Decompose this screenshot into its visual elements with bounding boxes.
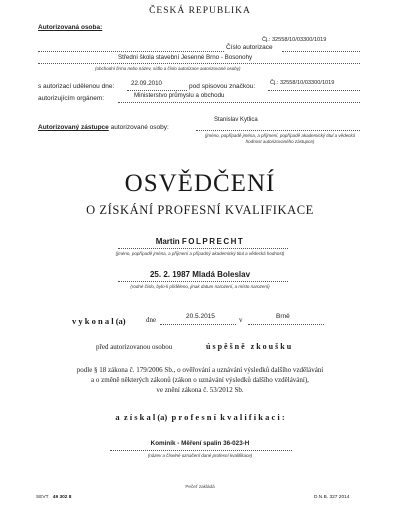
law-text-line-2: a o změně některých zákonů (zákon o uznávání výsledků dalšího vzdělávání),	[91, 376, 309, 384]
footer-right-code: D.N.B. 327 2014	[314, 495, 350, 500]
holder-name-note: (jméno, popřípadě jména, a příjmení a případný akademický titul a vědecká hodnost)	[115, 251, 285, 256]
authority-line	[118, 102, 360, 103]
date-granted-value: 22.09.2010	[131, 80, 162, 87]
name-line	[38, 63, 360, 64]
footer-left-code	[36, 495, 71, 500]
exam-v-label: v	[239, 316, 243, 324]
cj-number-2: Čj.: 32558/10/03300/1019	[270, 80, 335, 86]
exam-performed-label: v y k o n a l (a)	[72, 316, 126, 326]
representative-label-rest: autorizované osoby:	[110, 124, 169, 131]
holder-name	[0, 237, 400, 246]
authorized-person-note: (obchodní firma nebo název, sídlo a číslo autorizace autorizované osoby)	[95, 66, 241, 71]
law-text-line-1: podle § 18 zákona č. 179/2006 Sb., o ověřování a uznávání výsledků dalšího vzdělávání	[76, 366, 324, 374]
footer-form-number: 49 302 8	[52, 495, 72, 500]
holder-birth: 25. 2. 1987 Mladá Boleslav	[149, 270, 251, 279]
obtained-qualification-heading: a z í s k a l (a) p r o f e s n í k v a l i f i k a c i :	[115, 412, 285, 422]
holder-last-name: FOLPRECHT	[181, 237, 245, 246]
exam-before-label: před autorizovanou osobou	[96, 343, 173, 351]
date-line	[127, 90, 187, 91]
footer-sevt: SEVT	[36, 495, 49, 500]
exam-place: Brně	[276, 313, 290, 320]
exam-place-line	[248, 324, 324, 325]
holder-birth-line	[118, 281, 288, 282]
country-header: ČESKÁ REPUBLIKA	[149, 6, 251, 16]
qualification-note: (název a číselné označení dané profesní kvalifikace)	[147, 453, 253, 458]
cj-number-1: Čj.: 32558/10/03300/1019	[262, 37, 327, 43]
qualification-line	[110, 450, 292, 451]
spis-line	[268, 90, 360, 91]
representative-label-bold: Autorizovaný zástupce	[38, 124, 109, 131]
exam-result: ú s p ě š n ě z k o u š k u	[206, 342, 292, 351]
exam-dne-label: dne	[146, 316, 157, 324]
exam-date-line	[160, 324, 236, 325]
qualification-value: Kominík - Měření spalin 36-023-H	[150, 440, 250, 447]
holder-first-name: Martin	[155, 237, 180, 246]
representative-name: Stanislav Kytlica	[214, 117, 258, 123]
authority-label: autorizujícím orgánem:	[38, 95, 105, 102]
certificate-title: OSVĚDČENÍ	[124, 170, 276, 197]
cislo-line	[38, 51, 224, 52]
date-granted-label: s autorizací udělenou dne:	[38, 83, 115, 90]
authorized-person-name: Střední škola stavební Jesenné Brno - Bosonohy	[118, 54, 253, 61]
authority-value: Ministerstvo průmyslu a obchodu	[134, 92, 225, 99]
law-text-line-3: ve znění zákona č. 53/2012 Sb.	[156, 386, 244, 394]
holder-birth-note: (rodné číslo, bylo-li přiděleno, jinak datum narození, a místo narození)	[130, 284, 270, 289]
exam-date: 20.5.2015	[186, 313, 215, 320]
cislo-autorizace-label: Číslo autorizace	[226, 44, 273, 51]
representative-line	[196, 130, 360, 131]
certificate-subtitle: O ZÍSKÁNÍ PROFESNÍ KVALIFIKACE	[86, 203, 314, 217]
holder-name-line	[118, 248, 288, 249]
representative-note: (jméno, popřípadě jména, a příjmení, popřípadě akademický titul a vědecká hodnost autorizovaného zástupce)	[204, 133, 356, 144]
representative-label	[38, 124, 169, 131]
stamp-label: Pečeť zakládá	[185, 484, 215, 489]
spis-label: pod spisovou značkou:	[189, 83, 256, 90]
authorized-person-label: Autorizovaná osoba:	[38, 24, 103, 31]
cislo-line-2	[282, 51, 360, 52]
